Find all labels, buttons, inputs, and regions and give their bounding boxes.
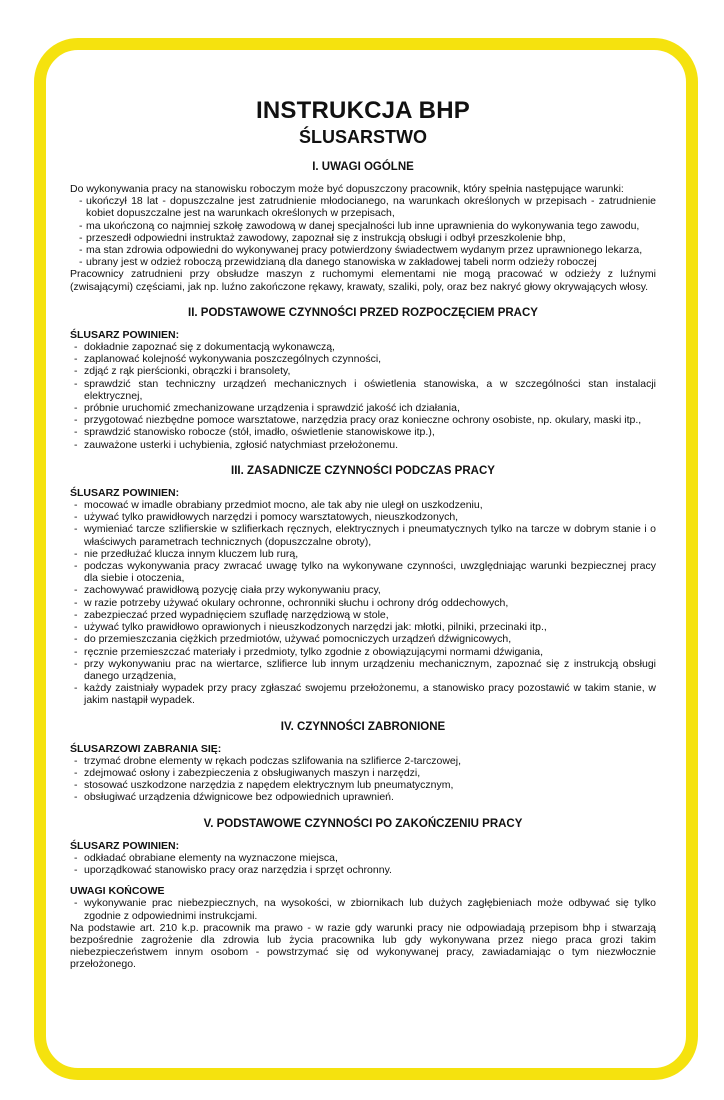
list-item: - zdjąć z rąk pierścionki, obrączki i bransolety, (70, 365, 656, 377)
list-item: - uporządkować stanowisko pracy oraz narzędzia i sprzęt ochronny. (70, 864, 656, 876)
final-remarks-text: Na podstawie art. 210 k.p. pracownik ma prawo - w razie gdy warunki pracy nie odpowiadają przepisom bhp i stwarzają bezpośrednie zagrożenie dla zdrowia lub życia pracownika lub gdy wykonywana przez niego praca grozi takim niebezpieczeństwem innym osobom - powstrzymać się od wykonywanej pracy, zawiadamiając o tym niezwłocznie przełożonego. (70, 921, 656, 971)
list-item: - do przemieszczania ciężkich przedmiotów, używać pomocniczych urządzeń dźwignicowych, (70, 633, 656, 645)
section-label: ŚLUSARZ POWINIEN: (70, 328, 180, 341)
list-item: - wymieniać tarcze szlifierskie w szlifierkach ręcznych, elektrycznych i pneumatycznych tylko na tarcze w dobrym stanie i o właściwych parametrach technicznych (dopuszczalne obroty), (70, 523, 656, 547)
section-heading-after-work: V. PODSTAWOWE CZYNNOŚCI PO ZAKOŃCZENIU PRACY (203, 817, 523, 830)
list-item: - nie przedłużać klucza innym kluczem lub rurą, (70, 548, 656, 560)
list-item: - sprawdzić stan techniczny urządzeń mechanicznych i oświetlenia stanowiska, a w szczególności stan instalacji elektrycznej, (70, 378, 656, 402)
after-work-list (70, 852, 656, 876)
section-heading-general: I. UWAGI OGÓLNE (312, 161, 414, 173)
list-item: - próbnie uruchomić zmechanizowane urządzenia i sprawdzić jakość ich działania, (70, 402, 656, 414)
list-item: - zaplanować kolejność wykonywania poszczególnych czynności, (70, 353, 656, 365)
page-title: INSTRUKCJA BHP (256, 97, 470, 124)
list-item: - każdy zaistniały wypadek przy pracy zgłaszać swojemu przełożonemu, a stanowisko pracy pozostawić w takim stanie, w jakim nastąpił wypadek. (70, 682, 656, 706)
section-heading-before-work: II. PODSTAWOWE CZYNNOŚCI PRZED ROZPOCZĘCIEM PRACY (188, 306, 538, 319)
list-item: - zachowywać prawidłową pozycję ciała przy wykonywaniu pracy, (70, 584, 656, 596)
final-remarks-label: UWAGI KOŃCOWE (70, 885, 165, 898)
list-item: - ręcznie przemieszczać materiały i przedmioty, tylko zgodnie z obowiązującymi normami dźwigania, (70, 646, 656, 658)
list-item: - ma stan zdrowia odpowiedni do wykonywanej pracy potwierdzony świadectwem wydanym przez uprawnionego lekarza, (70, 244, 656, 256)
list-item: - obsługiwać urządzenia dźwignicowe bez odpowiednich uprawnień. (70, 791, 656, 803)
list-item: - stosować uszkodzone narzędzia z napędem elektrycznym lub pneumatycznym, (70, 779, 656, 791)
page-subtitle: ŚLUSARSTWO (299, 127, 427, 147)
list-item: - w razie potrzeby używać okulary ochronne, ochronniki słuchu i ochrony dróg oddechowych, (70, 597, 656, 609)
requirements-list (70, 195, 656, 268)
list-item: - ukończył 18 lat - dopuszczalne jest zatrudnienie młodocianego, na warunkach określonych w przepisach - zatrudnienie kobiet dopuszczalne jest na warunkach określonych w przepisach, (70, 195, 656, 219)
list-item: - ubrany jest w odzież roboczą przewidzianą dla danego stanowiska w zakładowej tabeli norm odzieży roboczej (70, 256, 656, 268)
list-item: - przygotować niezbędne pomoce warsztatowe, narzędzia pracy oraz konieczne ochrony osobiste, np. okulary, maski itp., (70, 414, 656, 426)
list-item: - ma ukończoną co najmniej szkołę zawodową w danej specjalności lub inne uprawnienia do wykonywania tego zawodu, (70, 220, 656, 232)
list-item: - przeszedł odpowiedni instruktaż zawodowy, zapoznał się z instrukcją obsługi i odbył przeszkolenie bhp, (70, 232, 656, 244)
list-item: - zabezpieczać przed wypadnięciem szufladę narzędziową w stole, (70, 609, 656, 621)
list-item: - zdejmować osłony i zabezpieczenia z obsługiwanych maszyn i narzędzi, (70, 767, 656, 779)
section-intro: Do wykonywania pracy na stanowisku roboczym może być dopuszczony pracownik, który spełnia następujące warunki: (70, 183, 624, 195)
list-item: - wykonywanie prac niebezpiecznych, na wysokości, w zbiornikach lub dużych zagłębieniach może odbywać się tylko zgodnie z odpowiednimi instrukcjami. (70, 897, 656, 921)
during-work-list (70, 499, 656, 706)
list-item: - odkładać obrabiane elementy na wyznaczone miejsca, (70, 852, 656, 864)
section-label: ŚLUSARZ POWINIEN: (70, 839, 180, 852)
section-label: ŚLUSARZOWI ZABRANIA SIĘ: (70, 742, 222, 755)
list-item: - używać tylko prawidłowo oprawionych i nieuszkodzonych narzędzi jak: młotki, pilniki, przecinaki itp., (70, 621, 656, 633)
section-heading-forbidden: IV. CZYNNOŚCI ZABRONIONE (280, 720, 446, 733)
before-work-list (70, 341, 656, 451)
list-item: - przy wykonywaniu prac na wiertarce, szlifierce lub innym urządzeniu mechanicznym, zapoznać się z instrukcją obsługi danego urządzenia, (70, 658, 656, 682)
final-remarks-list (70, 897, 656, 921)
forbidden-list (70, 755, 656, 804)
list-item: - używać tylko prawidłowych narzędzi i pomocy warsztatowych, nieuszkodzonych, (70, 511, 656, 523)
instruction-content (70, 98, 656, 971)
list-item: - mocować w imadle obrabiany przedmiot mocno, ale tak aby nie uległ on uszkodzeniu, (70, 499, 656, 511)
section-label: ŚLUSARZ POWINIEN: (70, 486, 180, 499)
section-outro: Pracownicy zatrudnieni przy obsłudze maszyn z ruchomymi elementami nie mogą pracować w odzieży z luźnymi (zwisającymi) częściami, jak np. luźno zakończone rękawy, krawaty, szaliki, poly, oraz bez nakryć głowy okrywających włosy. (70, 268, 656, 293)
section-heading-during-work: III. ZASADNICZE CZYNNOŚCI PODCZAS PRACY (231, 464, 495, 477)
list-item: - zauważone usterki i uchybienia, zgłosić natychmiast przełożonemu. (70, 439, 656, 451)
list-item: - podczas wykonywania pracy zwracać uwagę tylko na wykonywane czynności, uwzględniając warunki bezpiecznej pracy dla siebie i otoczenia, (70, 560, 656, 584)
list-item: - dokładnie zapoznać się z dokumentacją wykonawczą, (70, 341, 656, 353)
list-item: - trzymać drobne elementy w rękach podczas szlifowania na szlifierce 2-tarczowej, (70, 755, 656, 767)
list-item: - sprawdzić stanowisko robocze (stół, imadło, oświetlenie stanowiskowe itp.), (70, 426, 656, 438)
